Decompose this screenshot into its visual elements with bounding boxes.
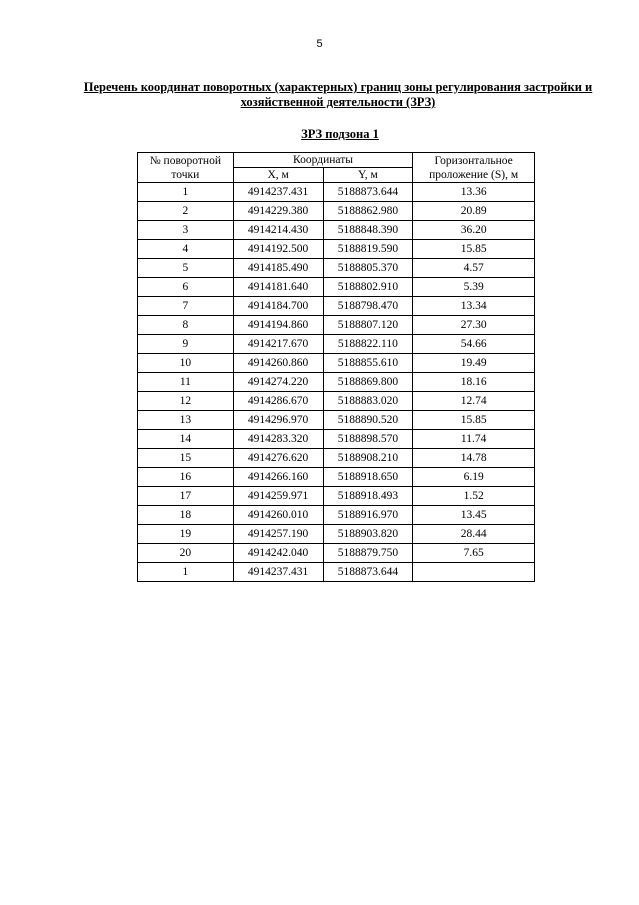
header-x: X, м: [233, 168, 323, 183]
cell-x: 4914274.220: [233, 373, 323, 392]
cell-distance: 7.65: [413, 544, 535, 563]
cell-x: 4914214.430: [233, 221, 323, 240]
table-row: [138, 430, 535, 449]
table-row: [138, 335, 535, 354]
table-row: [138, 297, 535, 316]
cell-distance: 15.85: [413, 240, 535, 259]
table-row: [138, 278, 535, 297]
cell-x: 4914276.620: [233, 449, 323, 468]
table-row: [138, 259, 535, 278]
cell-distance: 11.74: [413, 430, 535, 449]
table-row: [138, 487, 535, 506]
table-row: [138, 506, 535, 525]
cell-point-number: 12: [138, 392, 234, 411]
cell-distance: 6.19: [413, 468, 535, 487]
cell-distance: 15.85: [413, 411, 535, 430]
table-row: [138, 525, 535, 544]
cell-point-number: 3: [138, 221, 234, 240]
table-row: [138, 411, 535, 430]
cell-distance: 13.45: [413, 506, 535, 525]
cell-point-number: 1: [138, 183, 234, 202]
cell-x: 4914257.190: [233, 525, 323, 544]
cell-distance: 13.34: [413, 297, 535, 316]
cell-point-number: 13: [138, 411, 234, 430]
cell-point-number: 2: [138, 202, 234, 221]
table-row: [138, 221, 535, 240]
cell-x: 4914194.860: [233, 316, 323, 335]
cell-x: 4914229.380: [233, 202, 323, 221]
cell-point-number: 15: [138, 449, 234, 468]
cell-y: 5188822.110: [323, 335, 413, 354]
header-y: Y, м: [323, 168, 413, 183]
table-row: [138, 563, 535, 582]
cell-x: 4914283.320: [233, 430, 323, 449]
cell-x: 4914260.860: [233, 354, 323, 373]
cell-y: 5188898.570: [323, 430, 413, 449]
cell-x: 4914192.500: [233, 240, 323, 259]
table-row: [138, 354, 535, 373]
cell-point-number: 9: [138, 335, 234, 354]
cell-y: 5188883.020: [323, 392, 413, 411]
cell-distance: 5.39: [413, 278, 535, 297]
header-distance: Горизонтальное проложение (S), м: [413, 153, 535, 183]
cell-y: 5188798.470: [323, 297, 413, 316]
cell-y: 5188873.644: [323, 183, 413, 202]
cell-y: 5188918.650: [323, 468, 413, 487]
table-row: [138, 392, 535, 411]
cell-x: 4914286.670: [233, 392, 323, 411]
cell-y: 5188805.370: [323, 259, 413, 278]
table-row: [138, 240, 535, 259]
cell-distance: 1.52: [413, 487, 535, 506]
cell-distance: 28.44: [413, 525, 535, 544]
document-subtitle: ЗРЗ подзона 1: [301, 127, 379, 141]
cell-distance: 19.49: [413, 354, 535, 373]
cell-y: 5188890.520: [323, 411, 413, 430]
cell-point-number: 20: [138, 544, 234, 563]
cell-y: 5188879.750: [323, 544, 413, 563]
cell-x: 4914217.670: [233, 335, 323, 354]
coordinates-table: [137, 152, 535, 582]
cell-x: 4914266.160: [233, 468, 323, 487]
header-coordinates: Координаты: [233, 153, 413, 168]
cell-distance: 12.74: [413, 392, 535, 411]
cell-point-number: 17: [138, 487, 234, 506]
cell-point-number: 4: [138, 240, 234, 259]
cell-distance: 18.16: [413, 373, 535, 392]
cell-point-number: 6: [138, 278, 234, 297]
cell-y: 5188908.210: [323, 449, 413, 468]
cell-y: 5188807.120: [323, 316, 413, 335]
cell-x: 4914296.970: [233, 411, 323, 430]
cell-y: 5188869.800: [323, 373, 413, 392]
cell-distance: 13.36: [413, 183, 535, 202]
cell-y: 5188916.970: [323, 506, 413, 525]
cell-x: 4914237.431: [233, 183, 323, 202]
cell-distance: 4.57: [413, 259, 535, 278]
cell-point-number: 1: [138, 563, 234, 582]
cell-y: 5188873.644: [323, 563, 413, 582]
cell-distance: 27.30: [413, 316, 535, 335]
cell-y: 5188855.610: [323, 354, 413, 373]
cell-x: 4914181.640: [233, 278, 323, 297]
header-point-number: № поворотной точки: [138, 153, 234, 183]
cell-distance: 36.20: [413, 221, 535, 240]
cell-point-number: 5: [138, 259, 234, 278]
cell-y: 5188848.390: [323, 221, 413, 240]
cell-x: 4914242.040: [233, 544, 323, 563]
cell-x: 4914237.431: [233, 563, 323, 582]
cell-point-number: 18: [138, 506, 234, 525]
cell-x: 4914259.971: [233, 487, 323, 506]
cell-distance: 20.89: [413, 202, 535, 221]
cell-x: 4914185.490: [233, 259, 323, 278]
cell-distance: 54.66: [413, 335, 535, 354]
cell-point-number: 7: [138, 297, 234, 316]
document-title: Перечень координат поворотных (характерных) границ зоны регулирования застройки и хозяйственной деятельности (ЗРЗ): [83, 80, 593, 109]
cell-x: 4914260.010: [233, 506, 323, 525]
cell-y: 5188802.910: [323, 278, 413, 297]
cell-point-number: 19: [138, 525, 234, 544]
cell-point-number: 14: [138, 430, 234, 449]
cell-y: 5188918.493: [323, 487, 413, 506]
cell-y: 5188903.820: [323, 525, 413, 544]
table-row: [138, 468, 535, 487]
cell-point-number: 8: [138, 316, 234, 335]
table-row: [138, 316, 535, 335]
table-row: [138, 202, 535, 221]
cell-point-number: 11: [138, 373, 234, 392]
table-row: [138, 544, 535, 563]
cell-point-number: 10: [138, 354, 234, 373]
cell-x: 4914184.700: [233, 297, 323, 316]
cell-y: 5188819.590: [323, 240, 413, 259]
cell-point-number: 16: [138, 468, 234, 487]
table-header: [138, 153, 535, 183]
cell-distance: 14.78: [413, 449, 535, 468]
table-body: [138, 183, 535, 582]
cell-distance: [413, 563, 535, 582]
table-row: [138, 449, 535, 468]
page-number: 5: [316, 38, 323, 50]
table-row: [138, 373, 535, 392]
cell-y: 5188862.980: [323, 202, 413, 221]
table-row: [138, 183, 535, 202]
